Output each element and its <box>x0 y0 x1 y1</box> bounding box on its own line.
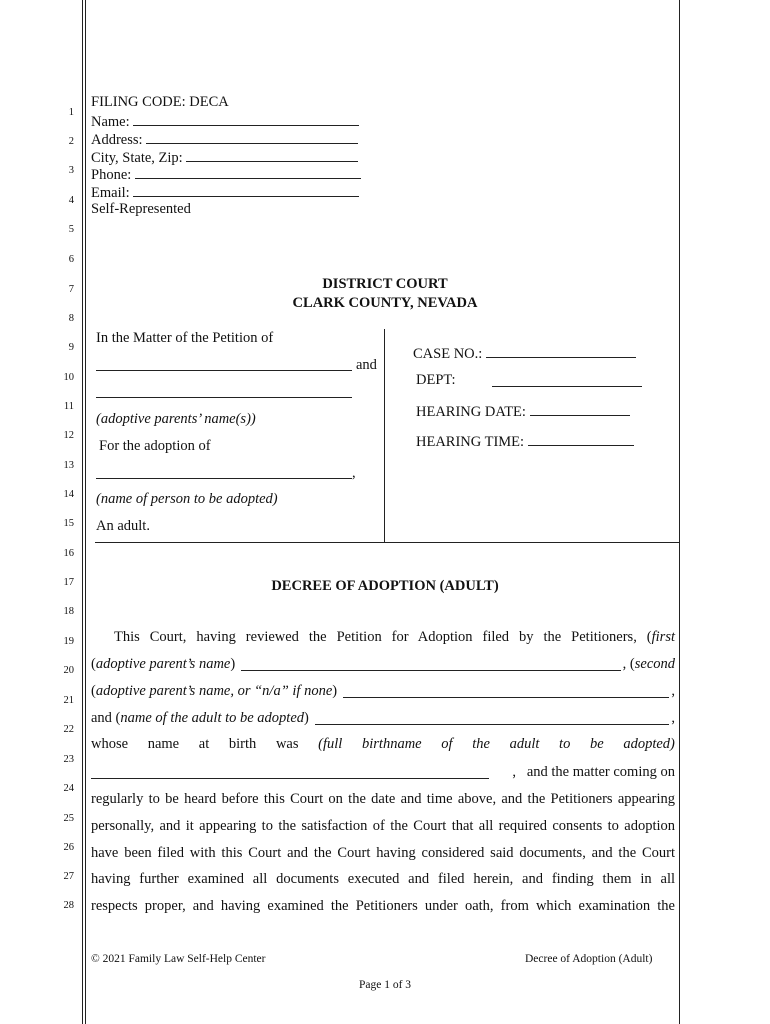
body-line-23: whose name at birth was (full birthname of the adult to be adopted) <box>91 736 675 752</box>
body-line-24: , and the matter coming on <box>91 764 675 783</box>
line-number: 26 <box>63 842 74 853</box>
body-line-21: ( adoptive parent’s name, or “n/a” if none ) , <box>91 683 675 699</box>
hearing-time-label: HEARING TIME: <box>416 434 525 450</box>
line-number: 24 <box>63 783 74 794</box>
body-line-19: This Court, having reviewed the Petition for Adoption filed by the Petitioners, (first <box>114 629 675 645</box>
line-number: 5 <box>68 224 74 235</box>
footer-form-name: Decree of Adoption (Adult) <box>525 953 653 965</box>
line-number: 28 <box>63 900 74 911</box>
phone-label: Phone: <box>91 167 132 183</box>
adoptive-parents-label: (adoptive parents’ name(s)) <box>96 411 256 427</box>
body-line-29: respects proper, and having examined the Petitioners under oath, from which examination the <box>91 898 675 914</box>
line-number: 1 <box>68 107 74 118</box>
dept-label: DEPT: <box>416 372 456 388</box>
left-margin-line-outer <box>82 0 83 1024</box>
case-no-label: CASE NO.: <box>413 346 483 362</box>
address-label: Address: <box>91 132 143 148</box>
caption-matter: In the Matter of the Petition of <box>96 330 274 346</box>
caption-and: and <box>356 357 377 373</box>
line-number: 4 <box>68 195 74 206</box>
adoptive-parent-2-field[interactable] <box>96 397 352 398</box>
line-number: 8 <box>68 313 74 324</box>
body-line-25: regularly to be heard before this Court on the date and time above, and the Petitioners appearing <box>91 791 675 807</box>
line-number: 11 <box>63 401 74 412</box>
name-field[interactable] <box>133 111 359 126</box>
line-number: 20 <box>63 665 74 676</box>
address-row <box>91 129 358 149</box>
caption-divider <box>384 329 385 543</box>
body-line-27: have been filed with this Court and the Court having considered said documents, and the Court <box>91 845 675 861</box>
first-parent-field[interactable] <box>241 656 620 671</box>
line-number: 6 <box>68 254 74 265</box>
email-row <box>91 182 359 202</box>
adult-adoptee-field[interactable] <box>315 710 670 725</box>
line-number: 19 <box>63 636 74 647</box>
line-number: 3 <box>68 165 74 176</box>
line-number: 14 <box>63 489 74 500</box>
document-title: DECREE OF ADOPTION (ADULT) <box>271 578 499 594</box>
line-number: 7 <box>68 284 74 295</box>
line-number: 16 <box>63 548 74 559</box>
caption-comma: , <box>352 465 356 481</box>
second-parent-field[interactable] <box>343 683 669 698</box>
line-number: 17 <box>63 577 74 588</box>
adoptive-parent-1-field[interactable] <box>96 370 352 371</box>
line-number: 18 <box>63 606 74 617</box>
hearing-time-field[interactable] <box>528 431 634 446</box>
address-field[interactable] <box>146 129 358 144</box>
left-margin-line-inner <box>85 0 86 1024</box>
city-field[interactable] <box>186 147 358 162</box>
hearing-date-label: HEARING DATE: <box>416 404 526 420</box>
body-line-20: ( adoptive parent’s name ) , ( second <box>91 656 675 672</box>
city-label: City, State, Zip: <box>91 150 183 166</box>
hearing-time-row <box>416 431 634 451</box>
line-number: 27 <box>63 871 74 882</box>
line-number: 13 <box>63 460 74 471</box>
right-margin-line <box>679 0 680 1024</box>
line-number: 10 <box>63 372 74 383</box>
court-county: CLARK COUNTY, NEVADA <box>292 295 478 311</box>
self-represented: Self-Represented <box>91 201 191 217</box>
line-number: 25 <box>63 813 74 824</box>
body-line-22: and ( name of the adult to be adopted ) , <box>91 710 675 726</box>
an-adult: An adult. <box>96 518 150 534</box>
line-number: 9 <box>68 342 74 353</box>
line-number: 12 <box>63 430 74 441</box>
body-line-26: personally, and it appearing to the satisfaction of the Court that all required consents to adoption <box>91 818 675 834</box>
footer-page-number: Page 1 of 3 <box>358 979 412 991</box>
for-adoption-of: For the adoption of <box>99 438 211 454</box>
phone-row <box>91 164 361 184</box>
birthname-field[interactable] <box>91 764 489 779</box>
case-no-field[interactable] <box>486 343 636 358</box>
footer-copyright: © 2021 Family Law Self-Help Center <box>91 953 266 965</box>
line-number: 15 <box>63 518 74 529</box>
line-number: 23 <box>63 754 74 765</box>
adoptee-name-field[interactable] <box>96 478 352 479</box>
line-number: 2 <box>68 136 74 147</box>
caption-bottom-line <box>95 542 679 543</box>
hearing-date-row <box>416 401 630 421</box>
case-no-row <box>413 343 636 363</box>
person-adopted-label: (name of person to be adopted) <box>96 491 278 507</box>
filing-code: FILING CODE: DECA <box>91 94 229 110</box>
court-name: DISTRICT COURT <box>322 276 448 292</box>
name-row <box>91 111 359 131</box>
hearing-date-field[interactable] <box>530 401 630 416</box>
dept-field[interactable] <box>492 372 642 387</box>
email-field[interactable] <box>133 182 359 197</box>
line-number: 22 <box>63 724 74 735</box>
email-label: Email: <box>91 185 130 201</box>
line-number: 21 <box>63 695 74 706</box>
phone-field[interactable] <box>135 164 361 179</box>
body-line-28: having further examined all documents executed and filed herein, and finding them in all <box>91 871 675 887</box>
name-label: Name: <box>91 114 130 130</box>
